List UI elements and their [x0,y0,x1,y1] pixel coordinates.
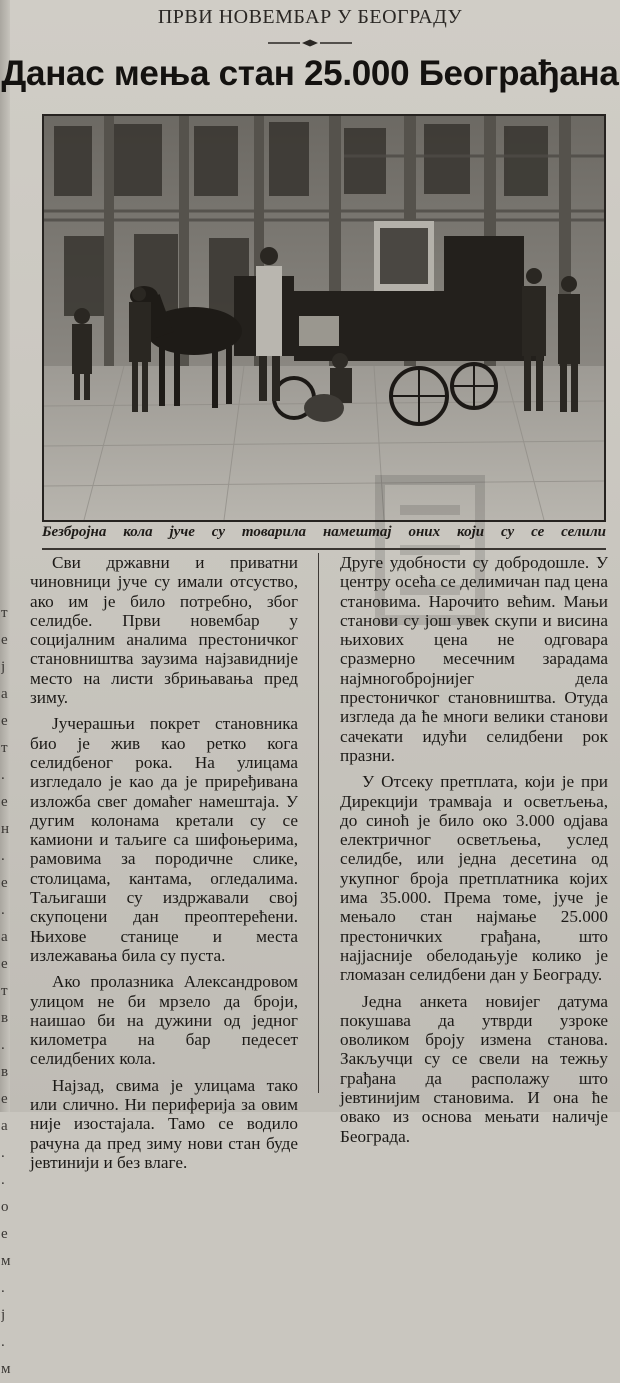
street-scene-photo [44,116,604,520]
paragraph: Најзад, свима је улицама тако или слично. Ни периферија за овим није изостајала. Тамо се водило рачуна да пред зиму нови стан буде јевтинији и без влаге. [30,1075,298,1172]
article-column-right [340,553,608,1153]
column-divider [318,553,319,1093]
paragraph: Друге удобности су добродошле. У центру осећа се делимичан пад цена становима. Нарочито већим. Мањи станови су још увек скупи и висина њихових цена не одговара сразмерно месечним зарадама најмногобројнијег дела престоничког становништва. Отуда изгледа да ће многи велики станови сачекати идући селидбени рок празни. [340,553,608,765]
article-headline: Данас мења стан 25.000 Београђана [1,54,619,93]
article-column-left [30,553,298,1179]
paragraph: У Отсеку претплата, који је при Дирекцији трамваја и осветљења, до синоћ је било око 3.000 одјава електричног осветљења, услед селидбе, или једна десетина од укупног броја претплатника којих има 35.000. Према томе, јуче је мењало стан најмање 25.000 престоничких грађана, што најјасније обелодањује колико је гломазан селидбени дан у Београду. [340,772,608,985]
page-left-edge [0,0,11,1377]
paragraph: Ако пролазника Александровом улицом не би мрзело да броји, наишао би на дужини од једног километра на бар педесет селидбених кола. [30,972,298,1069]
paragraph: Сви државни и приватни чиновници јуче су имали отсуство, ако им је било потребно, због селидбе. Први новембар у социјалним аналима престоничког становништва заузима најзавидније место на листи збрињавања пред зиму. [30,553,298,708]
left-edge-letters: т е ј а е т . е н . е . а е т в . в е а . . о е м . ј . м [1,605,11,1377]
article-photo [42,114,606,522]
paragraph: Јучерашњи покрет становника био је жив као ретко кога селидбеног рока. На улицама изгледало је као да је приређивана изложба свег домаћег намештаја. У дугим колонама кретали су се камиони и таљиге са шифоњерима, рамовима за породичне слике, столицама, кантама, огледалима. Таљигаши су издржавали свој скупоцени дан преоптерећени. Њихове станице и места излежавања била су пуста. [30,714,298,965]
paragraph: Једна анкета новијег датума покушава да утврди узроке оволиком броју измена станова. Закључци су се свели на тежњу грађана да располажу што јевтинијим становима. И она ће овако из основа мењати наличје Београда. [340,991,608,1146]
photo-caption: Безбројна кола јуче су товарила намештај оних који су се селили [42,524,606,540]
article-kicker: ПРВИ НОВЕМБАР У БЕОГРАДУ [157,6,463,28]
ornament-divider [268,39,352,47]
caption-rule [42,548,606,550]
